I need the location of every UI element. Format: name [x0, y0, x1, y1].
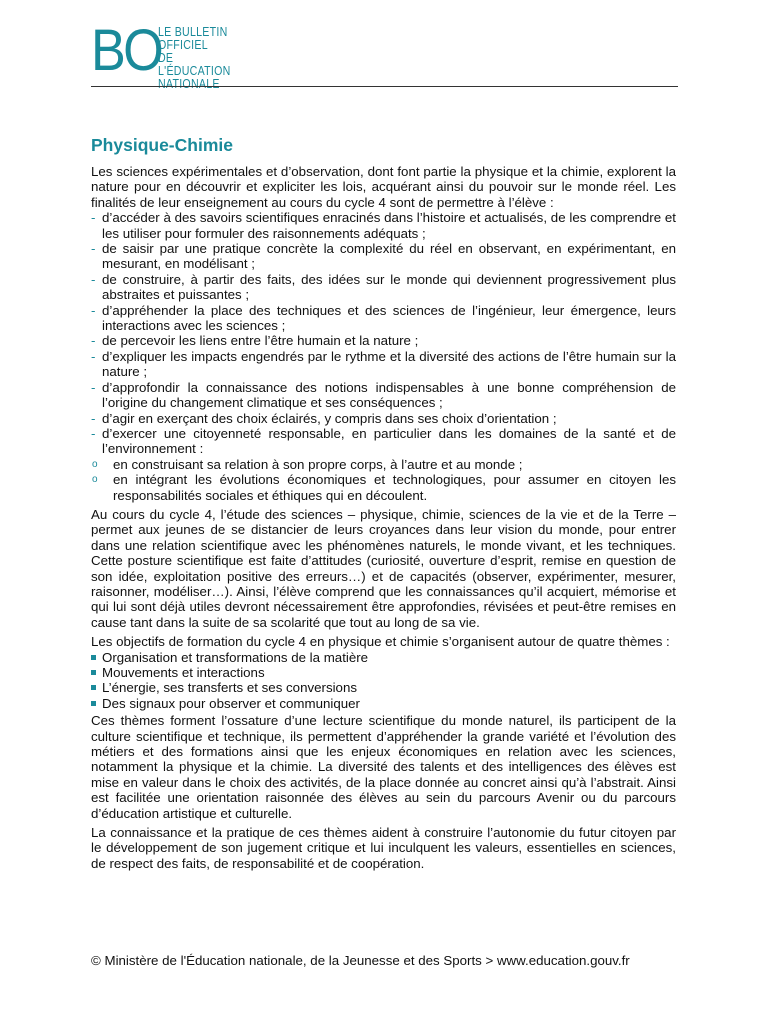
- list-item: - de percevoir les liens entre l’être humain et la nature ;: [91, 333, 676, 348]
- logo-line: OFFICIEL: [158, 38, 208, 52]
- paragraph: Au cours du cycle 4, l’étude des sciences – physique, chimie, sciences de la vie et de la Terre – permet aux jeunes de se distancier de leurs croyances dans leur vision du monde, pour entrer dans une relation scientifique avec les phénomènes naturels, le monde vivant, et les techniques. Cette posture scientifique est faite d’attitudes (curiosité, ouverture d’esprit, remise en question de son idée, exploitation positive des erreurs…) et de capacités (observer, expérimenter, mesurer, raisonner, modéliser…). Ainsi, l’élève comprend que les connaissances qu’il acquiert, mémorise et qui lui sont déjà utiles devront nécessairement être approfondies, révisées et peut-être remises en cause tant dans la suite de sa scolarité que tout au long de sa vie.: [91, 506, 676, 630]
- sub-aims-list: [91, 457, 676, 503]
- square-bullet-icon: [91, 701, 96, 706]
- page-title: Physique-Chimie: [91, 135, 233, 155]
- list-item: [91, 665, 676, 680]
- list-item: - de saisir par une pratique concrète la complexité du réel en observant, en expérimentant, en mesurant, en modélisant ;: [91, 241, 676, 272]
- list-item: - d’appréhender la place des techniques et des sciences de l’ingénieur, leur émergence, leurs interactions avec les sciences ;: [91, 303, 676, 334]
- square-bullet-icon: [91, 655, 96, 660]
- list-item-text: Mouvements et interactions: [102, 665, 265, 680]
- list-item: - d’exercer une citoyenneté responsable, en particulier dans les domaines de la santé et de l’environnement :: [91, 426, 676, 457]
- square-bullet-icon: [91, 685, 96, 690]
- logo-text: [158, 26, 231, 91]
- paragraph: Les objectifs de formation du cycle 4 en physique et chimie s’organisent autour de quatre thèmes :: [91, 634, 670, 650]
- list-item: - d’expliquer les impacts engendrés par le rythme et la diversité des actions de l’être humain sur la nature ;: [91, 349, 676, 380]
- list-item: - de construire, à partir des faits, des idées sur le monde qui deviennent progressivement plus abstraites et puissantes ;: [91, 272, 676, 303]
- intro-paragraph: Les sciences expérimentales et d’observation, dont font partie la physique et la chimie, explorent la nature pour en découvrir et expliciter les lois, acquérant ainsi du pouvoir sur le monde réel. Les finalités de leur enseignement au cours du cycle 4 sont de permettre à l’élève :: [91, 164, 676, 210]
- paragraph: La connaissance et la pratique de ces thèmes aident à construire l’autonomie du futur citoyen par le développement de son jugement critique et lui inculquent les valeurs, essentielles en sciences, de respect des faits, de responsabilité et de coopération.: [91, 825, 676, 871]
- themes-list: [91, 650, 676, 712]
- page-footer: © Ministère de l'Éducation nationale, de la Jeunesse et des Sports > www.education.gouv.fr: [91, 953, 630, 968]
- list-item-text: en intégrant les évolutions économiques et technologiques, pour assumer en citoyen les responsabilités sociales et éthiques qui en découlent.: [113, 472, 676, 503]
- aims-list: [91, 210, 676, 457]
- logo-line: LE BULLETIN: [158, 25, 228, 39]
- document-body: [91, 134, 676, 875]
- logo-line: DE L'ÉDUCATION: [158, 51, 231, 78]
- bo-logo: [91, 18, 231, 91]
- paragraph: Ces thèmes forment l’ossature d’une lecture scientifique du monde naturel, ils participent de la culture scientifique et technique, ils permettent d’appréhender la grande variété et l’évolution des métiers et des formations ainsi que les enjeux économiques en relation avec les sciences, notamment la physique et la chimie. La diversité des talents et des intelligences des élèves est mise en valeur dans le choix des activités, de la place donnée au concret ainsi qu’à l’abstrait. Ainsi est facilitée une orientation raisonnée des élèves au sein du parcours Avenir ou du parcours d’éducation artistique et culturelle.: [91, 713, 676, 821]
- list-item: [91, 650, 676, 665]
- list-item: [91, 457, 676, 472]
- list-item: [91, 472, 676, 503]
- circle-bullet-icon: o: [92, 474, 98, 486]
- logo-line: NATIONALE: [158, 77, 220, 91]
- list-item-text: Des signaux pour observer et communiquer: [102, 695, 360, 711]
- circle-bullet-icon: o: [92, 458, 98, 470]
- logo-mark: BO: [91, 18, 162, 83]
- list-item-text: en construisant sa relation à son propre corps, à l’autre et au monde ;: [113, 456, 523, 472]
- list-item: [91, 696, 676, 711]
- list-item-text: L’énergie, ses transferts et ses conversions: [102, 680, 357, 696]
- list-item: - d’approfondir la connaissance des notions indispensables à une bonne compréhension de l’origine du changement climatique et ses conséquences ;: [91, 380, 676, 411]
- list-item-text: Organisation et transformations de la matière: [102, 649, 369, 665]
- square-bullet-icon: [91, 670, 96, 675]
- header-rule: [91, 86, 678, 87]
- bo-header: [91, 18, 678, 91]
- list-item: - d’agir en exerçant des choix éclairés, y compris dans ses choix d’orientation ;: [91, 411, 676, 426]
- list-item: - d’accéder à des savoirs scientifiques enracinés dans l’histoire et actualisés, de les comprendre et les utiliser pour formuler des raisonnements adéquats ;: [91, 210, 676, 241]
- list-item: [91, 680, 676, 695]
